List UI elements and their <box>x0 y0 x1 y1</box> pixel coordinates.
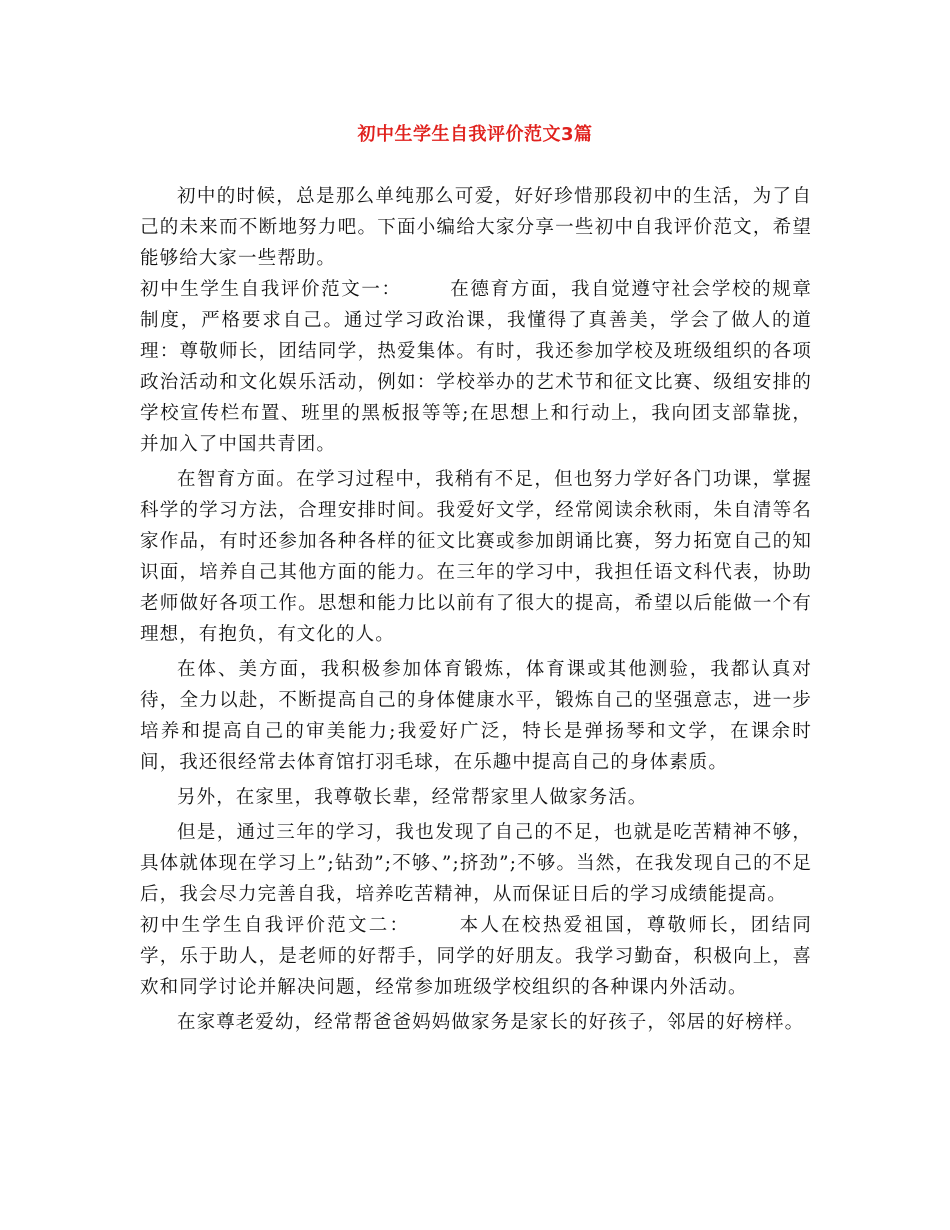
paragraph-intellectual <box>140 464 812 650</box>
paragraph-family <box>140 1007 812 1038</box>
paragraph-text: 另外，在家里，我尊敬长辈，经常帮家里人做家务活。 <box>177 787 648 808</box>
document-title: 初中生学生自我评价范文3篇 <box>357 124 593 145</box>
paragraph-text: 初中的时候，总是那么单纯那么可爱，好好珍惜那段初中的生活，为了自己的未来而不断地努力吧。下面小编给大家分享一些初中自我评价范文，希望能够给大家一些帮助。 <box>140 186 812 269</box>
paragraph-physical-aesthetic <box>140 654 812 778</box>
paragraph-home <box>140 782 812 813</box>
paragraph-intro <box>140 181 812 274</box>
section-heading: 初中生学生自我评价范文一： <box>140 279 402 300</box>
section-heading: 初中生学生自我评价范文二： <box>140 915 411 936</box>
paragraph-text: 在体、美方面，我积极参加体育锻炼，体育课或其他测验，我都认真对待，全力以赴，不断提高自己的身体健康水平，锻炼自己的坚强意志，进一步培养和提高自己的审美能力;我爱好广泛，特长是弹扬琴和文学，在课余时间，我还很经常去体育馆打羽毛球，在乐趣中提高自己的身体素质。 <box>140 659 812 773</box>
paragraph-sample-two <box>140 910 812 1003</box>
paragraph-shortcomings <box>140 817 812 910</box>
paragraph-text: 但是，通过三年的学习，我也发现了自己的不足，也就是吃苦精神不够，具体就体现在学习上”;钻劲”;不够、”;挤劲”;不够。当然，在我发现自己的不足后，我会尽力完善自我，培养吃苦精神，从而保证日后的学习成绩能提高。 <box>140 822 812 905</box>
paragraph-text: 在德育方面，我自觉遵守社会学校的规章制度，严格要求自己。通过学习政治课，我懂得了真善美，学会了做人的道理：尊敬师长，团结同学，热爱集体。有时，我还参加学校及班级组织的各项政治活动和文化娱乐活动，例如：学校举办的艺术节和征文比赛、级组安排的学校宣传栏布置、班里的黑板报等等;在思想上和行动上，我向团支部靠拢，并加入了中国共青团。 <box>140 279 812 455</box>
paragraph-text: 在家尊老爱幼，经常帮爸爸妈妈做家务是家长的好孩子，邻居的好榜样。 <box>177 1012 805 1033</box>
document-body <box>140 181 812 1038</box>
paragraph-sample-one <box>140 274 812 460</box>
paragraph-text: 本人在校热爱祖国，尊敬师长，团结同学，乐于助人，是老师的好帮手，同学的好朋友。我学习勤奋，积极向上，喜欢和同学讨论并解决问题，经常参加班级学校组织的各种课内外活动。 <box>140 915 812 998</box>
paragraph-text: 在智育方面。在学习过程中，我稍有不足，但也努力学好各门功课，掌握科学的学习方法，合理安排时间。我爱好文学，经常阅读余秋雨，朱自清等名家作品，有时还参加各种各样的征文比赛或参加朗诵比赛，努力拓宽自己的知识面，培养自己其他方面的能力。在三年的学习中，我担任语文科代表，协助老师做好各项工作。思想和能力比以前有了很大的提高，希望以后能做一个有理想，有抱负，有文化的人。 <box>140 469 812 645</box>
